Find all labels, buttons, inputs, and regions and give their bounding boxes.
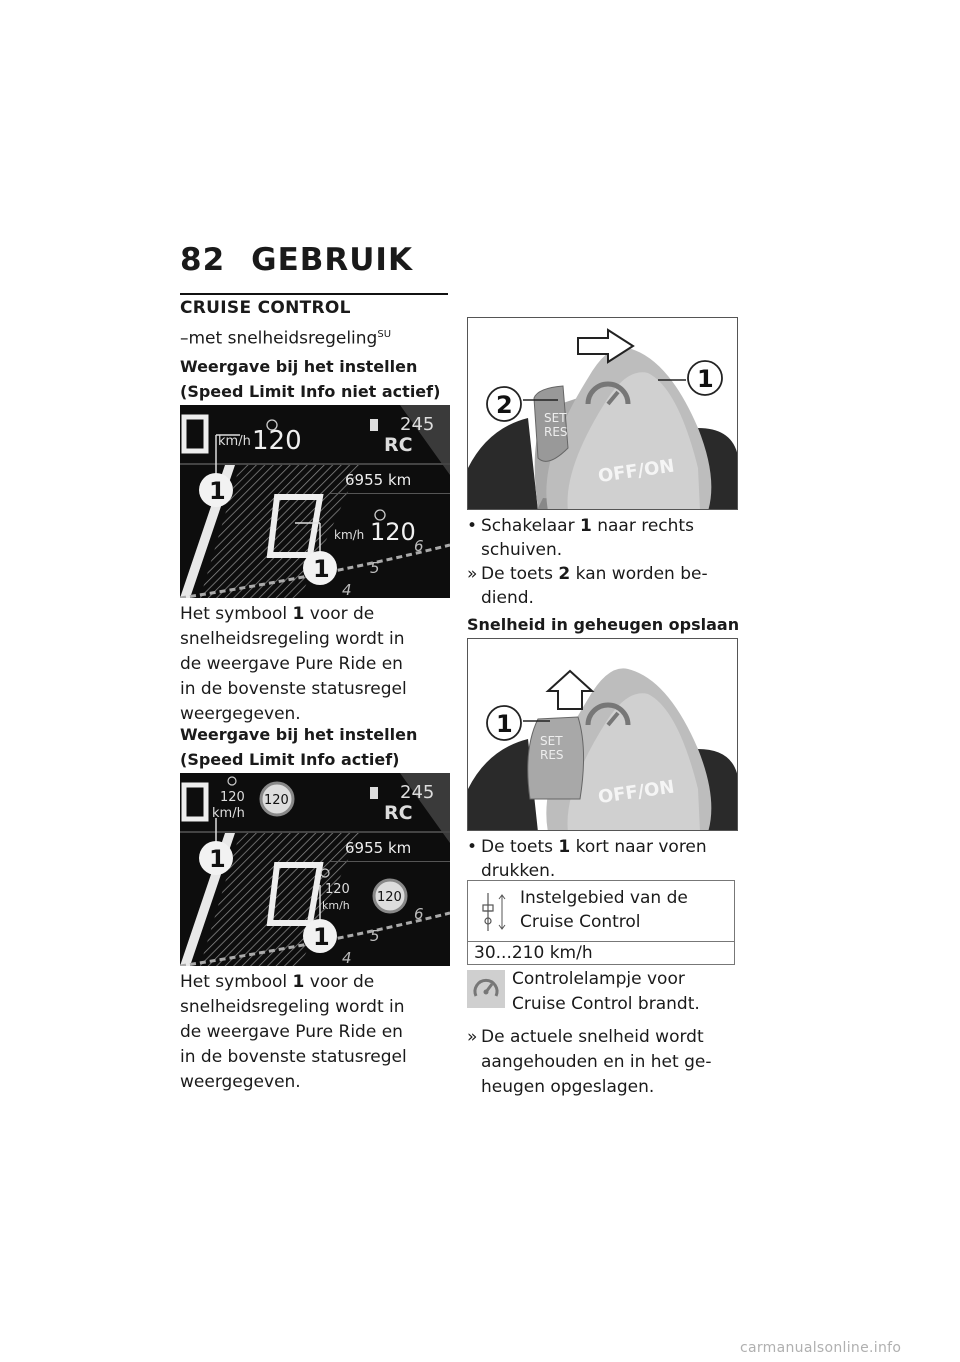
res-label: RES [544,425,568,439]
steps-list-1 [467,514,742,610]
spec-label [520,886,688,934]
paragraph-line: de weergave Pure Ride en [180,1022,403,1042]
speed-mid: 120 [370,518,416,546]
paragraph-2 [180,970,407,1095]
gear-4: 4 [342,949,352,966]
callout-1b: 1 [313,555,330,583]
paragraph-line: weergegeven. [180,704,301,724]
gear-5: 5 [370,927,380,945]
result-row [467,1025,742,1100]
reference-number: 1 [292,972,305,992]
watermark: carmanualsonline.info [740,1340,902,1356]
paragraph-line: de weergave Pure Ride en [180,654,403,674]
text: kan worden be- [570,564,708,584]
indicator-line: Cruise Control brandt. [512,994,700,1014]
unit-mid: km/h [334,528,365,542]
text: voor de [304,972,375,992]
reference-number: 1 [558,837,571,857]
range-code: RC [384,434,413,456]
text: Het symbool [180,972,293,992]
spec-label-row [468,881,734,942]
callout-2: 2 [496,391,513,419]
paragraph-line: snelheidsregeling wordt in [180,997,405,1017]
text: drukken. [481,861,556,881]
paragraph-line [180,602,407,627]
bullet-marker: • [467,837,478,857]
speedometer-icon [467,970,505,1008]
section-title: CRUISE CONTROL [180,298,351,318]
range-value: 245 [400,414,435,435]
offon-label: OFF/ON [596,776,676,809]
callout-1: 1 [697,365,714,393]
switch-illustration [468,318,738,510]
switch-illustration [468,639,738,831]
unit-top: km/h [212,806,245,821]
cruise-control-indicator-icon [467,970,505,1008]
subtitle-sup: SU [377,329,392,340]
text: De actuele snelheid wordt [481,1027,704,1047]
heading-line: Weergave bij het instellen [180,357,418,376]
step-text [481,835,742,883]
gear-4: 4 [342,581,352,598]
unit-top: km/h [218,434,251,449]
dashboard-image-2 [180,773,450,966]
page-number: 82 [180,242,226,278]
gear-6: 6 [414,537,424,555]
heading-speed-limit-off [180,354,440,404]
result-text [481,1025,742,1100]
switch-image-1 [467,317,738,510]
callout-1: 1 [496,710,513,738]
dashboard-image-1 [180,405,450,598]
step-item [467,562,742,610]
odometer: 6955 km [345,471,412,489]
heading-line: (Speed Limit Info actief) [180,750,400,769]
callout-1a: 1 [209,477,226,505]
reference-number: 2 [558,564,571,584]
text: diend. [481,588,534,608]
step-text [481,514,742,562]
switch-image-2 [467,638,738,831]
callout-1b: 1 [313,923,330,951]
paragraph-line: in de bovenste statusregel [180,679,407,699]
text: heugen opgeslagen. [481,1077,655,1097]
speed-top: 120 [252,426,302,456]
text: voor de [304,604,375,624]
unit-mid: km/h [322,899,350,912]
step-item [467,835,742,883]
speed-top: 120 [220,790,245,805]
callout-1a: 1 [209,845,226,873]
spec-table [467,880,735,965]
section-subtitle [180,322,391,352]
header-rule [180,293,448,295]
paragraph-line: snelheidsregeling wordt in [180,629,405,649]
res-label: RES [540,748,564,762]
steps-list-2 [467,835,742,883]
text: Schakelaar [481,516,580,536]
heading-store-speed: Snelheid in geheugen opslaan [467,615,740,634]
range-value: 245 [400,782,435,803]
text: aangehouden en in het ge- [481,1052,712,1072]
reference-number: 1 [579,516,592,536]
spec-label-line: Instelgebied van de [520,888,688,908]
text: Het symbool [180,604,293,624]
heading-speed-limit-on [180,722,417,772]
text: De toets [481,837,559,857]
text: naar rechts [591,516,694,536]
chapter-title: GEBRUIK [251,242,413,278]
reference-number: 1 [292,604,305,624]
odometer: 6955 km [345,839,412,857]
heading-line: Weergave bij het instellen [180,725,418,744]
heading-line: (Speed Limit Info niet actief) [180,382,441,401]
dashboard-illustration [180,773,450,966]
gear-5: 5 [370,559,380,577]
text: schuiven. [481,540,563,560]
set-label: SET [544,411,567,425]
indicator-line: Controlelampje voor [512,969,685,989]
sign-mid: 120 [377,890,402,905]
paragraph-line: weergegeven. [180,1072,301,1092]
offon-label: OFF/ON [596,455,676,488]
set-label: SET [540,734,563,748]
text: kort naar voren [570,837,707,857]
result-marker: » [467,1027,478,1047]
spec-label-line: Cruise Control [520,912,641,932]
dashboard-illustration [180,405,450,598]
indicator-text [512,967,700,1017]
spec-value: 30...210 km/h [474,943,593,963]
subtitle-text: –met snelheidsregeling [180,328,378,349]
paragraph-line [180,970,407,995]
page-header [180,242,413,278]
paragraph-1 [180,602,407,727]
text: De toets [481,564,559,584]
result-item [467,1025,742,1100]
step-item [467,514,742,562]
range-code: RC [384,802,413,824]
step-text [481,562,742,610]
bullet-marker: • [467,516,478,536]
adjust-range-icon [478,891,508,933]
paragraph-line: in de bovenste statusregel [180,1047,407,1067]
result-marker: » [467,564,478,584]
sign-top: 120 [264,793,289,808]
speed-mid: 120 [325,882,350,897]
gear-6: 6 [414,905,424,923]
